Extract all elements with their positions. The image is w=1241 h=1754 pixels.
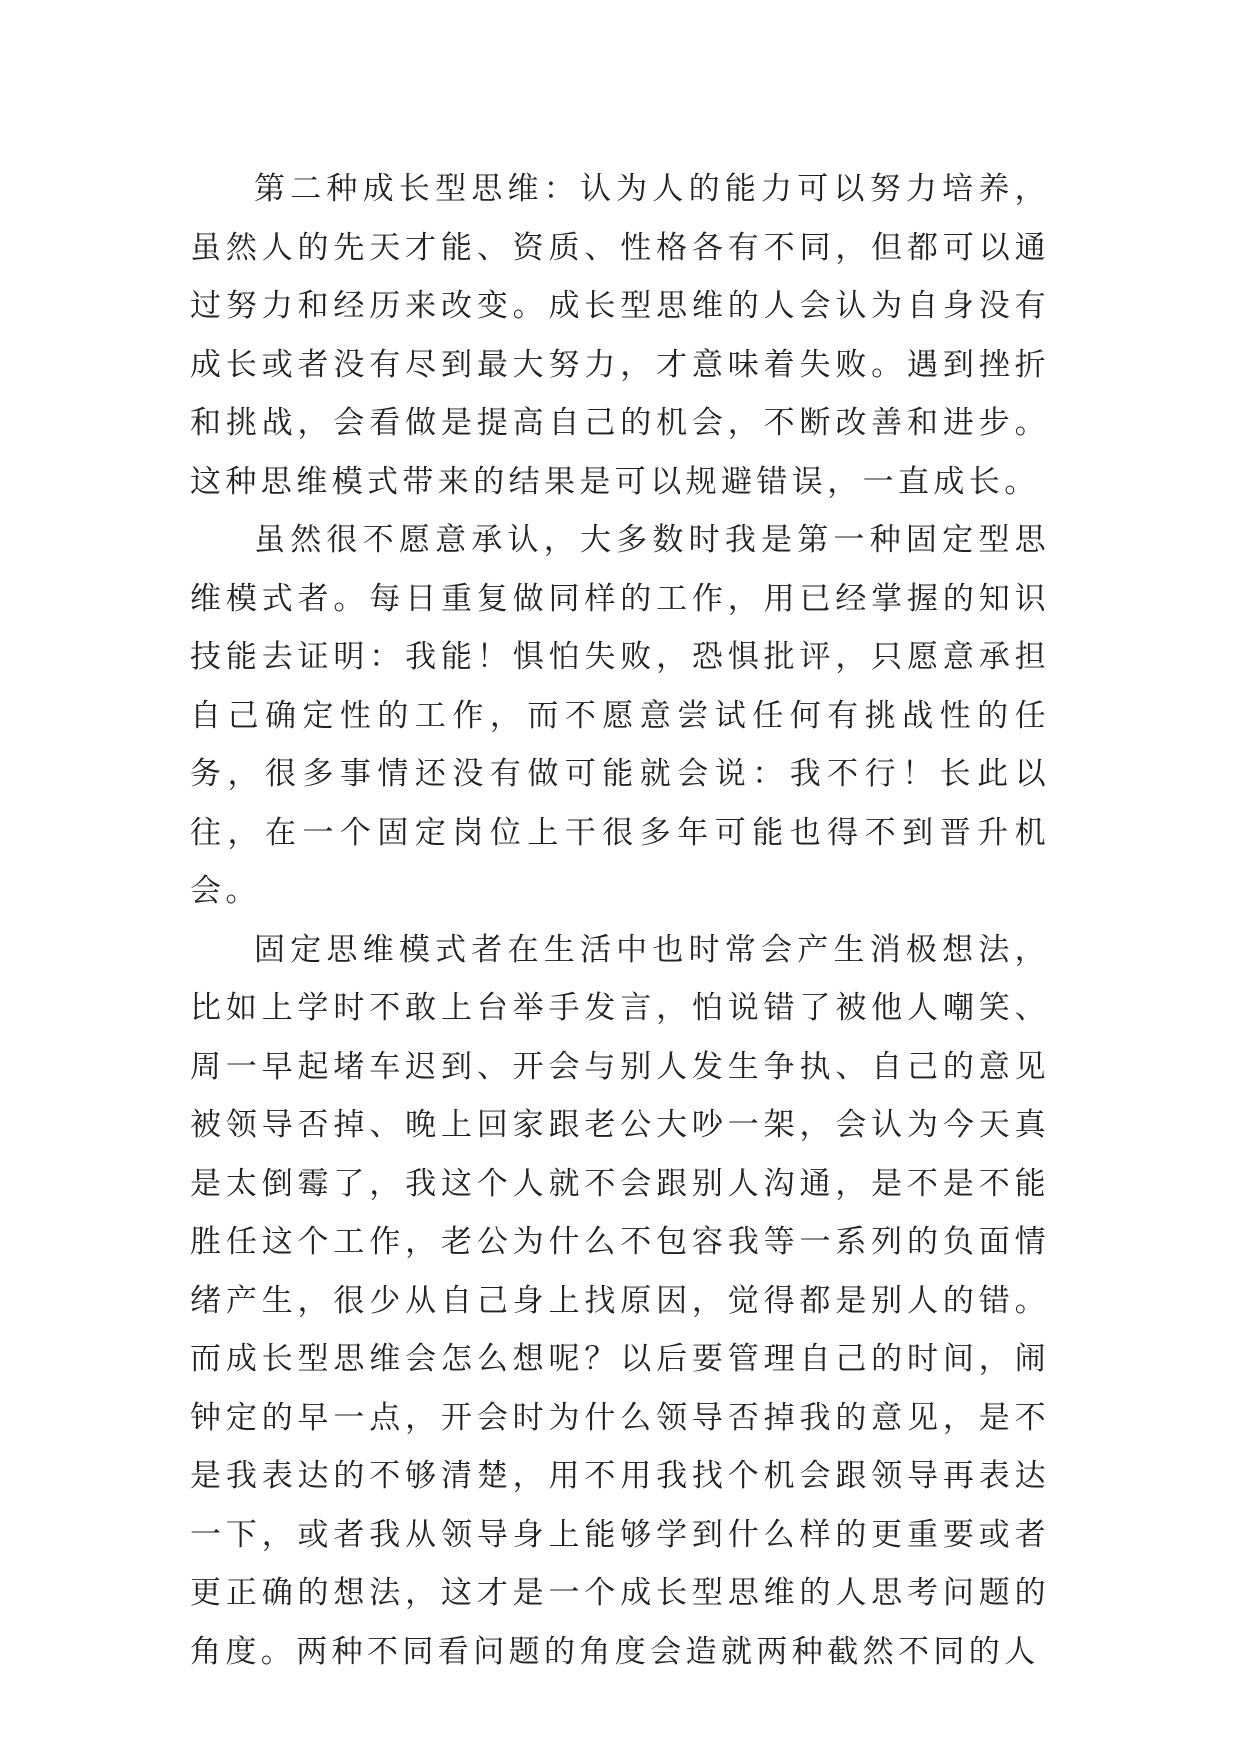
paragraph-fixed-mindset-self: 虽然很不愿意承认，大多数时我是第一种固定型思维模式者。每日重复做同样的工作，用已经掌握的知识技能去证明：我能！惧怕失败，恐惧批评，只愿意承担自己确定性的工作，而不愿意尝试任何有挑战性的任务，很多事情还没有做可能就会说：我不行！长此以往，在一个固定岗位上干很多年可能也得不到晋升机会。 xyxy=(190,522,1050,909)
paragraph-life-examples: 固定思维模式者在生活中也时常会产生消极想法，比如上学时不敢上台举手发言，怕说错了被他人嘲笑、周一早起堵车迟到、开会与别人发生争执、自己的意见被领导否掉、晚上回家跟老公大吵一架，会认为今天真是太倒霉了，我这个人就不会跟别人沟通，是不是不能胜任这个工作，老公为什么不包容我等一系列的负面情绪产生，很少从自己身上找原因，觉得都是别人的错。而成长型思维会怎么想呢？以后要管理自己的时间，闹钟定的早一点，开会时为什么领导否掉我的意见，是不是我表达的不够清楚，用不用我找个机会跟领导再表达一下，或者我从领导身上能够学到什么样的更重要或者更正确的想法，这才是一个成长型思维的人思考问题的角度。两种不同看问题的角度会造就两种截然不同的人 xyxy=(190,931,1050,1670)
paragraph-growth-mindset: 第二种成长型思维：认为人的能力可以努力培养，虽然人的先天才能、资质、性格各有不同，但都可以通过努力和经历来改变。成长型思维的人会认为自身没有成长或者没有尽到最大努力，才意味着失败。遇到挫折和挑战，会看做是提高自己的机会，不断改善和进步。这种思维模式带来的结果是可以规避错误，一直成长。 xyxy=(190,171,1050,500)
document-body xyxy=(190,160,1050,1681)
